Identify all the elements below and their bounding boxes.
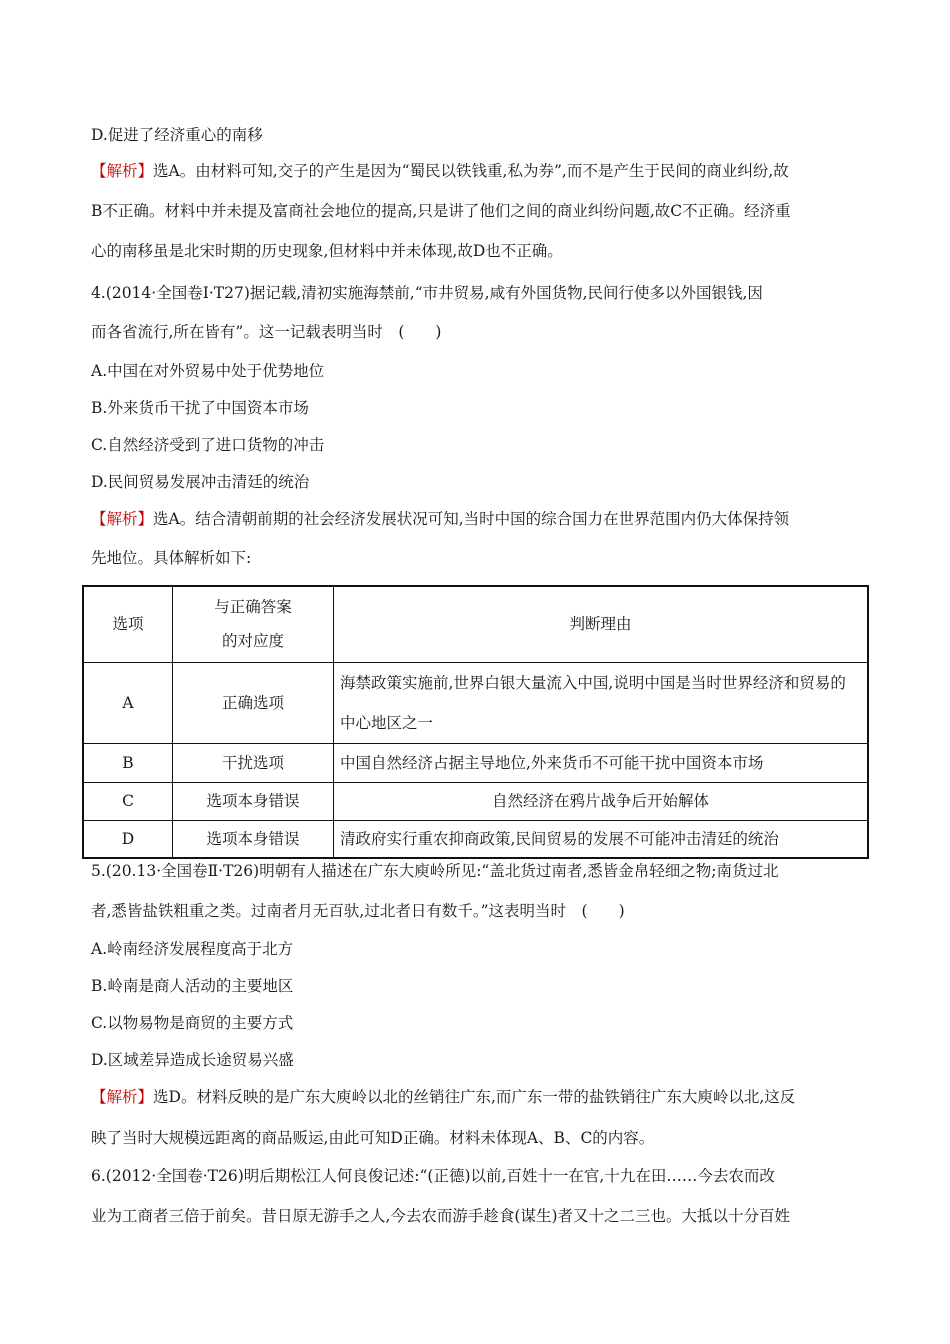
- option-b-q4: B.外来货币干扰了中国资本市场: [91, 399, 309, 417]
- row-relation: 选项本身错误: [173, 782, 334, 820]
- row-option: A: [83, 662, 173, 743]
- question-6-line2: 业为工商者三倍于前矣。昔日原无游手之人,今去农而游手趁食(谋生)者又十之二三也。大抵以十分百姓: [91, 1207, 791, 1225]
- analysis-q5-line2: 映了当时大规模远距离的商品贩运,由此可知D正确。材料未体现A、B、C的内容。: [91, 1129, 655, 1147]
- analysis-table: [82, 585, 869, 859]
- question-6-line1: 6.(2012·全国卷·T26)明后期松江人何良俊记述:“(正德)以前,百姓十一在官,十九在田……今去农而改: [91, 1167, 775, 1185]
- question-4-line2: 而各省流行,所在皆有”。这一记载表明当时 ( ): [91, 323, 442, 341]
- option-d-q5: D.区域差异造成长途贸易兴盛: [91, 1051, 294, 1069]
- question-5-line1: 5.(20.13·全国卷Ⅱ·T26)明朝有人描述在广东大庾岭所见:“盖北货过南者,悉皆金帛轻细之物;南货过北: [91, 862, 779, 880]
- row-relation: 正确选项: [173, 662, 334, 743]
- row-relation: 选项本身错误: [173, 820, 334, 858]
- analysis-label: 【解析】: [91, 1088, 154, 1106]
- row-reason: 海禁政策实施前,世界白银大量流入中国,说明中国是当时世界经济和贸易的中心地区之一: [334, 662, 869, 743]
- row-option: C: [83, 782, 173, 820]
- analysis-label: 【解析】: [91, 510, 154, 528]
- row-option: B: [83, 743, 173, 782]
- header-option: 选项: [83, 586, 173, 662]
- option-b-q5: B.岭南是商人活动的主要地区: [91, 977, 294, 995]
- analysis-q3-line1: 【解析】选A。由材料可知,交子的产生是因为“蜀民以铁钱重,私为券”,而不是产生于民间的商业纠纷,故: [91, 162, 789, 180]
- analysis-q3-line2: B不正确。材料中并未提及富商社会地位的提高,只是讲了他们之间的商业纠纷问题,故C不正确。经济重: [91, 202, 791, 220]
- table-row: [83, 743, 868, 782]
- question-4-line1: 4.(2014·全国卷Ⅰ·T27)据记载,清初实施海禁前,“市井贸易,咸有外国货物,民间行使多以外国银钱,因: [91, 284, 763, 302]
- row-relation: 干扰选项: [173, 743, 334, 782]
- analysis-q4-line2: 先地位。具体解析如下:: [91, 549, 252, 567]
- analysis-q3-line3: 心的南移虽是北宋时期的历史现象,但材料中并未体现,故D也不正确。: [91, 242, 563, 260]
- table-row: [83, 820, 868, 858]
- analysis-label: 【解析】: [91, 162, 154, 180]
- analysis-q5-line1: 【解析】选D。材料反映的是广东大庾岭以北的丝销往广东,而广东一带的盐铁销往广东大庾岭以北,这反: [91, 1088, 796, 1106]
- row-reason: 清政府实行重农抑商政策,民间贸易的发展不可能冲击清廷的统治: [334, 820, 869, 858]
- table-header-row: [83, 586, 868, 662]
- option-a-q5: A.岭南经济发展程度高于北方: [91, 940, 294, 958]
- analysis-q4-line1: 【解析】选A。结合清朝前期的社会经济发展状况可知,当时中国的综合国力在世界范围内仍大体保持领: [91, 510, 790, 528]
- row-option: D: [83, 820, 173, 858]
- table-row: [83, 662, 868, 743]
- header-reason: 判断理由: [334, 586, 869, 662]
- question-5-line2: 者,悉皆盐铁粗重之类。过南者月无百驮,过北者日有数千。”这表明当时 ( ): [91, 902, 625, 920]
- option-c-q4: C.自然经济受到了进口货物的冲击: [91, 436, 325, 454]
- option-c-q5: C.以物易物是商贸的主要方式: [91, 1014, 294, 1032]
- row-reason: 自然经济在鸦片战争后开始解体: [334, 782, 869, 820]
- option-a-q4: A.中国在对外贸易中处于优势地位: [91, 362, 325, 380]
- option-d-q4: D.民间贸易发展冲击清廷的统治: [91, 473, 310, 491]
- option-d-q3: D.促进了经济重心的南移: [91, 126, 263, 144]
- table-row: [83, 782, 868, 820]
- header-relation: 与正确答案 的对应度: [173, 586, 334, 662]
- row-reason: 中国自然经济占据主导地位,外来货币不可能干扰中国资本市场: [334, 743, 869, 782]
